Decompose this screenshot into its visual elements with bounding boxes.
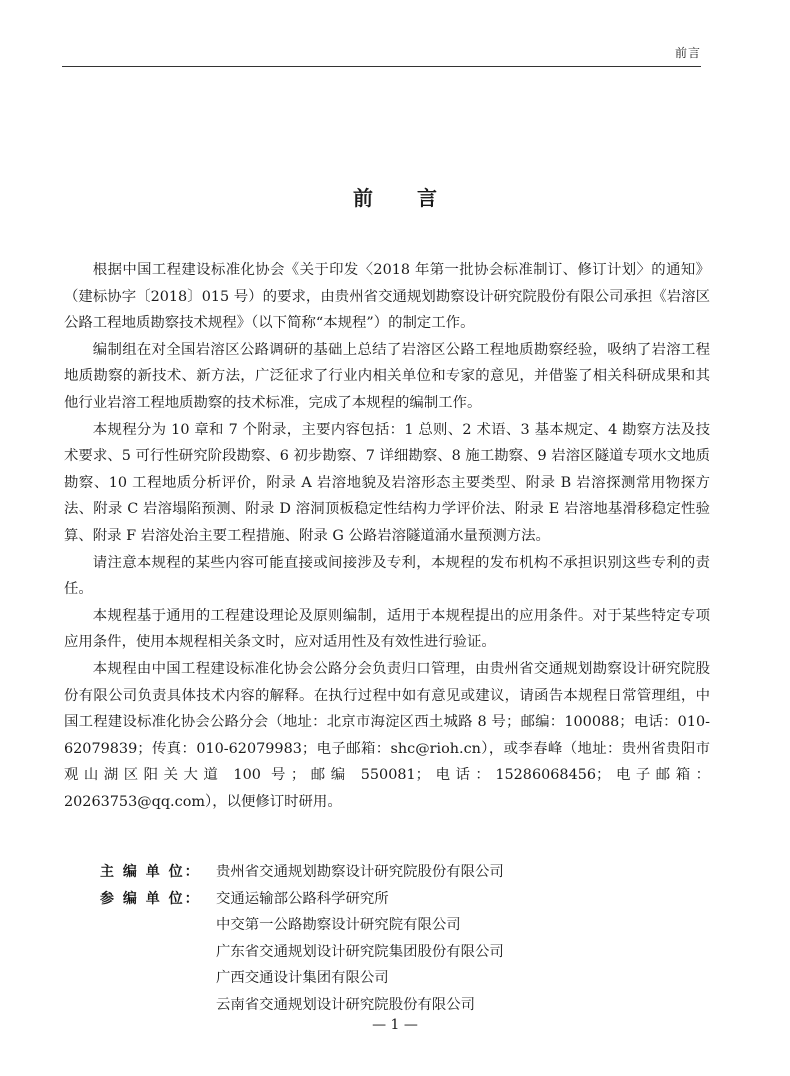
editorial-units <box>100 859 504 1019</box>
paragraph-4: 请注意本规程的某些内容可能直接或间接涉及专利，本规程的发布机构不承担识别这些专利的责任。 <box>64 554 710 598</box>
participating-unit-row <box>100 992 504 1019</box>
participating-unit-row <box>100 965 504 992</box>
participating-unit-name: 广东省交通规划设计研究院集团股份有限公司 <box>216 943 504 960</box>
header-rule <box>62 66 701 67</box>
paragraph-3: 本规程分为 10 章和 7 个附录，主要内容包括：1 总则、2 术语、3 基本规定、4 勘察方法及技术要求、5 可行性研究阶段勘察、6 初步勘察、7 详细勘察、8 施工勘察、9 岩溶区隧道专项水文地质勘察、10 工程地质分析评价，附录 A 岩溶地貌及岩溶形态主要类型、附录 B 岩溶探测常用物探方法、附录 C 岩溶塌陷预测、附录 D 溶洞顶板稳定性结构力学评价法、附录 E 岩溶地基滑移稳定性验算、附录 F 岩溶处治主要工程措施、附录 G 公路岩溶隧道涌水量预测方法。 <box>64 421 710 544</box>
participating-unit-label: 参 编 单 位： <box>100 890 201 907</box>
paragraph-2: 编制组在对全国岩溶区公路调研的基础上总结了岩溶区公路工程地质勘察经验，吸纳了岩溶工程地质勘察的新技术、新方法，广泛征求了行业内相关单位和专家的意见，并借鉴了相关科研成果和其他行业岩溶工程地质勘察的技术标准，完成了本规程的编制工作。 <box>64 341 710 411</box>
participating-unit-name: 云南省交通规划设计研究院股份有限公司 <box>216 996 476 1013</box>
paragraph-5: 本规程基于通用的工程建设理论及原则编制，适用于本规程提出的应用条件。对于某些特定专项应用条件，使用本规程相关条文时，应对适用性及有效性进行验证。 <box>64 607 710 651</box>
running-head: 前言 <box>674 46 701 60</box>
page-title: 前言 <box>353 186 481 210</box>
participating-unit-name: 中交第一公路勘察设计研究院有限公司 <box>216 917 461 934</box>
participating-unit-name: 交通运输部公路科学研究所 <box>216 890 389 907</box>
participating-unit-row <box>100 912 504 939</box>
chief-unit-name: 贵州省交通规划勘察设计研究院股份有限公司 <box>216 864 504 880</box>
participating-unit-row <box>100 886 504 913</box>
chief-unit-row <box>100 859 504 886</box>
paragraph-1: 根据中国工程建设标准化协会《关于印发〈2018 年第一批协会标准制订、修订计划〉的通知》（建标协字〔2018〕015 号）的要求，由贵州省交通规划勘察设计研究院股份有限公司承担《岩溶区公路工程地质勘察技术规程》（以下简称“本规程”）的制定工作。 <box>64 262 710 332</box>
paragraph-6: 本规程由中国工程建设标准化协会公路分会负责归口管理，由贵州省交通规划勘察设计研究院股份有限公司负责具体技术内容的解释。在执行过程中如有意见或建议，请函告本规程日常管理组，中国工程建设标准化协会公路分会（地址：北京市海淀区西土城路 8 号；邮编：100088；电话：010-62079839；传真：010-62079983；电子邮箱：shc@rioh.cn），或李春峰（地址：贵州省贵阳市观山湖区阳关大道 100 号；邮编 550081；电话：15286068456；电子邮箱：20263753@qq.com），以便修订时研用。 <box>64 660 710 810</box>
page-number: — 1 — <box>372 1017 418 1033</box>
chief-unit-label: 主 编 单 位： <box>100 864 201 880</box>
participating-unit-name: 广西交通设计集团有限公司 <box>216 970 389 987</box>
participating-unit-row <box>100 939 504 966</box>
preface-body <box>64 257 710 815</box>
